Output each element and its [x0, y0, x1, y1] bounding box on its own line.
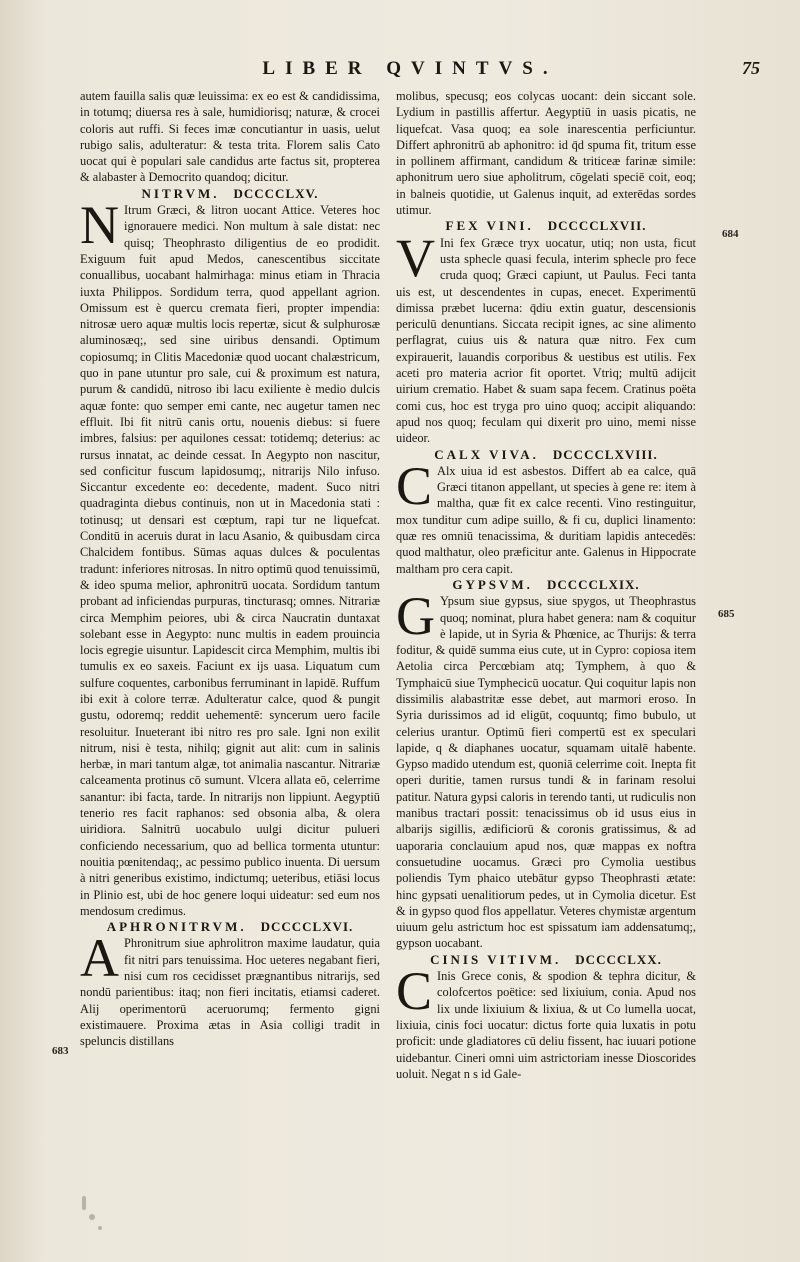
section-heading [80, 186, 380, 202]
section-body [80, 195, 380, 919]
section-title: NITRVM. [141, 185, 220, 201]
section-body [396, 961, 696, 1082]
section-number: DCCCCLXX. [575, 951, 662, 967]
margin-note: 685 [718, 608, 735, 620]
drop-cap-initial: C [396, 961, 433, 1022]
section-text: Ini fex Græce tryx uocatur, utiq; non usta, ficut usta sphecle quasi fecula, interim sphecle pro fece cruda quoq; Græci capiunt, ut Paulus. Feci tanta uis est, ut descendentes in cupas, enecet. Experimentū dimissa præbet lucerna: q̄diu extin guatur, descensionis periculū denuntians. Siccata recipit ignes, ac sine alimento perflagrat, cuius uis & natura quæ nitro. Fex cum expirauerit, lauandis corporibus & uestibus est utilis. Fex aceti pro materia acrior fit oportet. Vtriq; multū adijcit uirium crematio. Habet & suam sapa fecem. Cratinus poëta comi cus, hoc est tryga pro uino quoq; accipit aliquando: apud nos quoq; feculam qui dixerit pro uino, memi nisse uideor. [396, 235, 696, 446]
section-text: Phronitrum siue aphrolitron maxime laudatur, quia fit nitri pars tenuissima. Hoc ueteres negabant fieri, nisi cum ros cecidisset prægnantibus nitrarijs, sed nondū parientibus: itaq; non fieri incitatis, etiamsi caderet. Alij operimentorū aceruorumq; fermento gigni existimauere. Proxima ætas in Asia colligi tradit in speluncis distillans [80, 936, 380, 1049]
section-title: APHRONITRVM. [106, 919, 247, 935]
margin-note: 684 [722, 228, 739, 240]
running-title: LIBER QVINTVS. [262, 58, 558, 79]
drop-cap-initial: N [80, 195, 119, 256]
ink-mark [89, 1214, 95, 1220]
left-intro-paragraph: autem fauilla salis quæ leuissima: ex eo est & candidissima, in totumq; diuersa res à sale, humidiorisq; naturæ, & crocei coloris aut ruffi. Si feces imæ concutiantur in uasis, uelut rubigo salis, adulteratur: & testa trita. Florem salis Cato uocat qui è populari sale candidus arte factus sit, propterea & alabaster à Democrito quandoq; dicitur. [80, 89, 380, 185]
section-text: Ypsum siue gypsus, siue spygos, ut Theophrastus quoq; nominat, plura habet genera: nam & coquitur è lapide, ut in Syria & Phœnice, ac Thurijs: & terra foditur, & quidē summa eius cute, ut in Cypro: copiosa item Aetolia circa Percœbiam atq; Tymphem, à quo & Tymphaicū siue Tymphecicū uocatur. Qui coquitur lapis non dissimilis alabastritæ esse debet, aut marmori eroso. In Syria durissimos ad id eligūt, coquuntq; fimo bubulo, ut celerius urantur. Optimū fieri compertū est ex speculari lapide, q & diaphanes uocatur, squamam uitalē habente. Gypso madido utendum est, quoniā celerrime coit. Inepta fit operi duritie, tamen rursus tundi & in farinam resolui patitur. Natura gypsi caloris in terendo tanti, ut rudiculis non manibus tractari possit: tenacissimus ob id usus eius in albarijs sigillis, ædificiorū & coronis gratissimus, & ad uaporaria conclauium apud nos, quæ mappas ex noftra consuetudine uocamus. Græci pro Cymolia uestibus poliendis Tym phaico utebātur gypso Theophrasti ætate: hinc gypsati uenalitiorum pedes, ut in Cymolia dicetur. Est & in gypso quod flos appellatur. Veteres chymistæ argentum uiuum gelu astrictum hoc est spissatum iam addensatumq;, gypson uocabant. [396, 594, 696, 951]
section-heading [396, 577, 696, 593]
page-header [60, 58, 760, 86]
ink-mark [98, 1226, 102, 1230]
section-body [396, 227, 696, 447]
section-number: DCCCCLXIX. [546, 576, 640, 592]
section-title: CALX VIVA. [434, 446, 539, 462]
section-title: CINIS VITIVM. [430, 951, 562, 967]
drop-cap-initial: G [396, 586, 435, 647]
section-body [80, 928, 380, 1049]
drop-cap-initial: A [80, 928, 119, 989]
drop-cap-initial: C [396, 455, 433, 516]
left-column [80, 88, 380, 1128]
section-heading [80, 919, 380, 935]
section-number: DCCCCLXV. [233, 185, 319, 201]
section-title: GYPSVM. [452, 576, 533, 592]
drop-cap-initial: V [396, 227, 435, 288]
section-number: DCCCCLXVI. [260, 919, 354, 935]
folio-number: 75 [742, 58, 760, 78]
section-body [396, 455, 696, 577]
margin-note: 683 [52, 1045, 69, 1057]
section-heading [396, 952, 696, 968]
section-heading [396, 218, 696, 234]
section-title: FEX VINI. [445, 218, 534, 234]
section-heading [396, 447, 696, 463]
ink-mark [82, 1196, 86, 1210]
section-text: Itrum Græci, & litron uocant Attice. Veteres hoc ignorauere medici. Non multum à sale distat: nec quisq; Theophrasto diligentius de eo prodidit. Exiguum fuit apud Medos, canescentibus siccitate conuallibus, uocabant halmirhaga: minus etiam in Thracia iuxta Philippos. Sordidum terra, quod appellant agrion. Omissum est è quercu cremata fieri, propter impendia: nitrosæ uero aquæ multis locis repertæ, sicut & sulphurosæ aluminosæq;, sed sine uiribus densandi. Optimum copiosumq; in Clitis Macedoniæ quod uocant chalæstricum, quo in pane utuntur pro sale, cui & proximum est natura, purum & candidū, nitroso ibi lacu exiliente è medio dulcis aquæ fonte: quo semper emi cante, nec augetur tamen nec effluit. Ibi fit nitrū canis ortu, nouenis diebus: si fuere imbres, falsius: per aquilones cessat: totidemq; deterius: ac rursus innatat, ac deinde cessat. In Aegypto non nascitur, sed conficitur fuscum lapidosumq;, nitrarijs Nilo infuso. Siccantur excedente eo: decedente, madent. Suco nitri quadraginta diebus continuis, non ut in Macedonia stati : totinusq; ut densari est cœptum, rapi tur ne liquefcat. Conditū in aceruis durat in lacu Asanio, & quibusdam circa Chalcidem fontibus. Sūmas aquas dulces & poculentas tradunt: inferiores nitrosas. In nitro optimū quod tenuissimū, & ideo spuma melior, aphronitrū uocata. Sordidum tantum probant ad inficiendas purpuras, tincturasq; omnes. Nitrariæ circa Memphim peiores, ubi & circa Naucratin duntaxat solebant esse in Aegypto: nunc multis in eadem prouincia locis egregie uisuntur. Lapidescit circa Memphim, multis ibi tumulis ex eo saxeis. Faciunt ex ijs uasa. Liquatum cum sulfure coquentes, carbonibus ferruminant in lapidē. Ruffum ibi exit à colore terræ. Adulteratur calce, quod & pungit gustu, odoremq; reddit uehementē: syncerum uero facile resoluitur. Inueterant ibi nitro res pro sale. Igni non exilit nitrum, nisi è testa, nihilq; gignit aut alit: cum in salinis herbæ, in mari tantum algæ, tot animalia nascantur. Nitrariæ calceamenta protinus cō sumunt. Vlcera allata eō, celerrime sanantur: ibi facta, tarde. In nitrarijs non lippiunt. Aegyptiū tenerio res facit raphanos: sed obsonia alba, & olera uiridiora. Salnitrū uocabulo uulgi dicitur pulueri conficiendo necessarium, quo ad bellica tormenta utuntur: nouitia pœnitendaq;, ac pessimo publico inuenta. Di uersum à nitri generibus existimo, indictumq; ueteribus, etiāsi locus in Plinio est, ubi de hoc genere loqui uideatur: sed eum nos mendosum credimus. [80, 203, 380, 918]
section-text: Inis Grece conis, & spodion & tephra dicitur, & colofcertos poëtice: sed lixiuium, conia. Apud nos lix unde lixiuium & lixiua, & ut Co lumella uocat, lixiuia, cinis foci uocatur: dictus forte quia luxatis in potu proficit: unde gladiatores cū deliu fissent, hac iuuari potione uidebantur. Cineri omni uim astrictoriam inesse Dioscorides uoluit. Negat n s id Gale- [396, 969, 696, 1081]
right-column [396, 88, 696, 1128]
section-body [396, 586, 696, 952]
section-number: DCCCCLXVII. [547, 218, 647, 234]
section-number: DCCCCLXVIII. [552, 446, 658, 462]
section-text: Alx uiua id est asbestos. Differt ab ea calce, quā Græci titanon appellant, ut species à gene re: item à maltha, quæ fit ex calce recenti. Vino restinguitur, mox tunditur cum adipe suillo, & fi cu, duplici linamento: quæ res omniū tenacissima, & duritiam lapidis antecedēs: quod malthatur, oleo præficitur ante. Galenus in Hippocrate maltham pro cera capit. [396, 463, 696, 576]
right-intro-paragraph: molibus, specusq; eos colycas uocant: dein siccant sole. Lydium in pastillis affertur. Aegyptiū in uasis picatis, ne liquefcat. Vasa quoq; ea sole inarescentia perficiuntur. Differt aphronitrū ab aphonitro: id q̄d spuma fit, tritum esse in pollinem affirmant, candidum & triticeæ farinæ simile: aphonitrum uero siue apholitrum, cōgelati speciē coit, eoq; in balneis quotidie, ut Galenus inquit, ad exterēdas sordes utimur. [396, 89, 696, 218]
